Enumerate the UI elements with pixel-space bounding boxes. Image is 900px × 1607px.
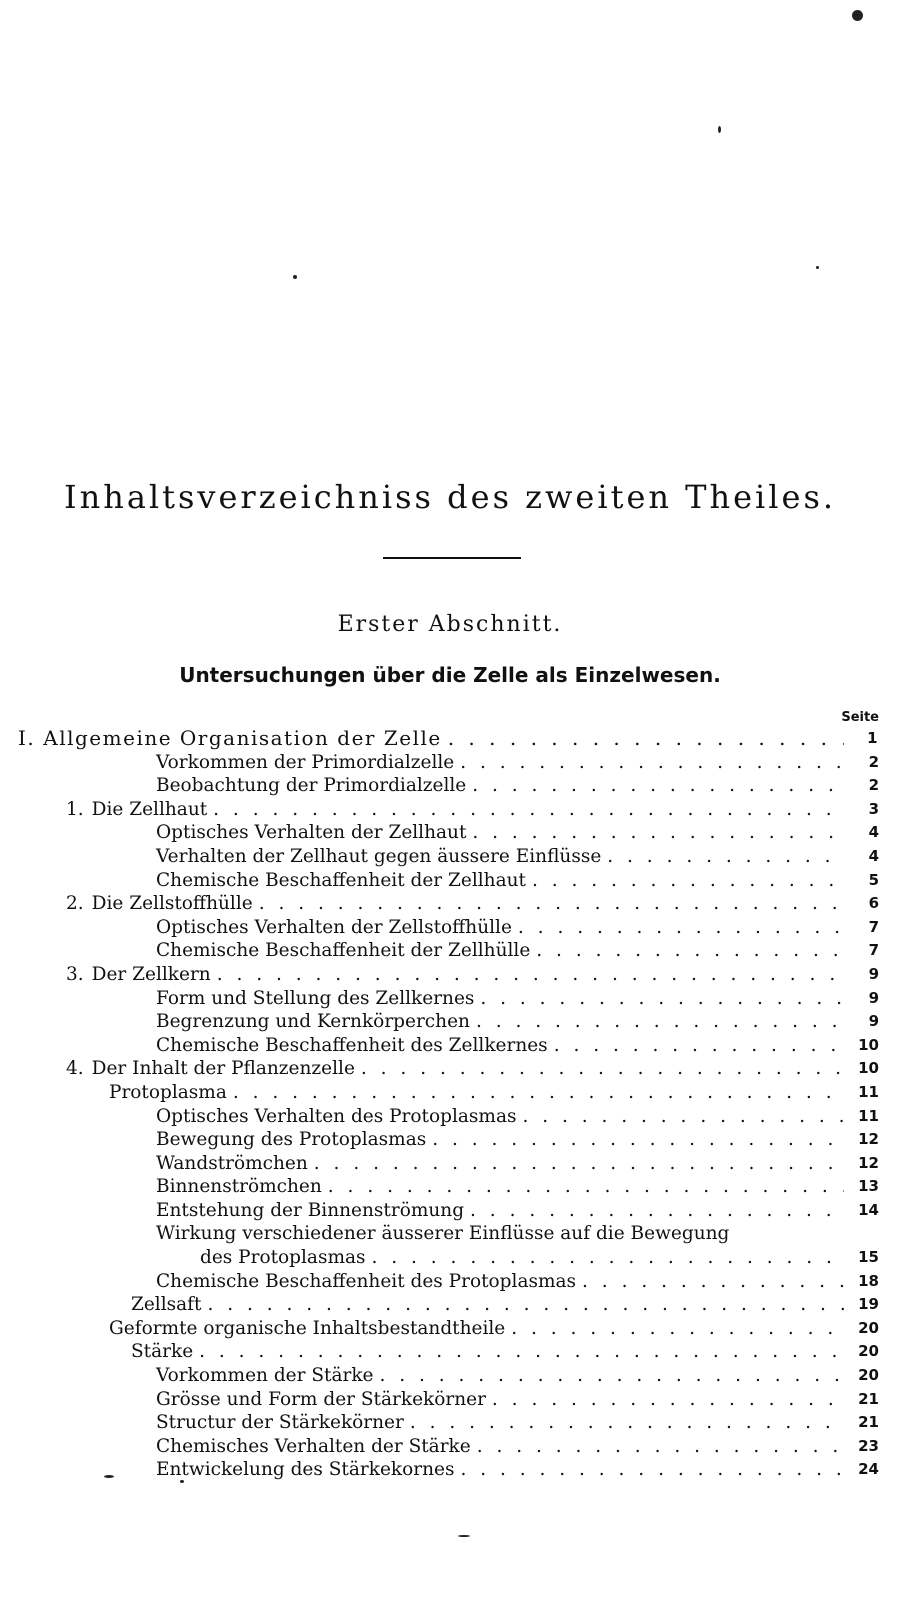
toc-entry-title: Zellsaft [131, 1294, 202, 1316]
scan-speck [293, 275, 297, 279]
toc-entry-lead [0, 1435, 844, 1459]
title-divider [383, 557, 521, 559]
toc-entry-page: 7 [868, 917, 879, 936]
toc-entry-lead [0, 1034, 844, 1058]
toc-entry-title: Chemische Beschaffenheit der Zellhülle [156, 940, 531, 962]
toc-entry-title: Binnenströmchen [156, 1176, 322, 1198]
toc-entry-page: 15 [858, 1248, 879, 1267]
scan-speck [816, 266, 819, 269]
toc-entry-lead [0, 1081, 844, 1105]
toc-entry-page: 2 [868, 752, 879, 771]
toc-entry-lead [0, 845, 844, 869]
toc-entry-title: Form und Stellung des Zellkernes [156, 987, 475, 1009]
toc-entry [0, 1175, 900, 1199]
section-heading: Erster Abschnitt. [337, 612, 563, 637]
toc-entry-page: 11 [858, 1106, 879, 1125]
toc-entry-number: 4. [66, 1058, 84, 1080]
toc-entry [0, 1340, 900, 1364]
toc-entry-lead [0, 939, 844, 963]
table-of-contents [0, 727, 900, 1482]
toc-entry [0, 1458, 900, 1482]
toc-entry-title: Structur der Stärkekörner [156, 1412, 404, 1434]
toc-entry-lead [0, 1270, 844, 1294]
toc-entry-page: 7 [868, 941, 879, 960]
toc-entry [0, 1411, 900, 1435]
toc-entry-page: 21 [858, 1389, 879, 1408]
toc-entry [0, 987, 900, 1011]
toc-entry [0, 1246, 900, 1270]
toc-entry-page: 18 [858, 1271, 879, 1290]
toc-entry-page: 4 [868, 846, 879, 865]
toc-entry-lead [0, 774, 844, 798]
toc-entry-title: Wirkung verschiedener äusserer Einflüsse auf die Bewegung [156, 1223, 730, 1245]
toc-entry-title: Optisches Verhalten des Protoplasmas [156, 1105, 517, 1127]
toc-entry-lead [0, 727, 844, 751]
toc-entry-page: 20 [858, 1342, 879, 1361]
toc-entry [0, 1270, 900, 1294]
toc-entry-number: 3. [66, 963, 84, 985]
toc-entry-title: Allgemeine Organisation der Zelle [43, 727, 442, 750]
scan-speck [458, 1535, 470, 1537]
toc-entry-lead [0, 1293, 844, 1317]
toc-entry-title: Geformte organische Inhaltsbestandtheile [109, 1317, 506, 1339]
toc-entry-title: Beobachtung der Primordialzelle [156, 775, 467, 797]
toc-entry [0, 1105, 900, 1129]
toc-entry [0, 1199, 900, 1223]
toc-entry-title: Der Inhalt der Pflanzenzelle [91, 1058, 355, 1080]
toc-entry-page: 14 [858, 1200, 879, 1219]
toc-entry [0, 1388, 900, 1412]
toc-entry-page: 1 [867, 729, 879, 747]
toc-entry-lead [0, 1458, 844, 1482]
scan-speck [718, 126, 721, 133]
toc-entry [0, 892, 900, 916]
toc-entry-title: Optisches Verhalten der Zellhaut [156, 822, 467, 844]
toc-entry-page: 12 [858, 1153, 879, 1172]
toc-entry-page: 12 [858, 1130, 879, 1149]
toc-entry [0, 1152, 900, 1176]
toc-entry-lead [0, 1246, 844, 1270]
toc-entry-page: 24 [858, 1460, 879, 1479]
toc-entry-title: Der Zellkern [91, 963, 211, 985]
toc-entry-lead [0, 869, 844, 893]
toc-entry-title: Grösse und Form der Stärkekörner [156, 1388, 486, 1410]
toc-entry-page: 5 [868, 870, 879, 889]
toc-entry-lead [0, 821, 844, 845]
toc-entry [0, 916, 900, 940]
toc-entry-lead [0, 1364, 844, 1388]
toc-entry [0, 727, 900, 751]
toc-entry-lead [0, 1388, 844, 1412]
toc-entry-title: Chemische Beschaffenheit der Zellhaut [156, 869, 526, 891]
toc-entry-page: 21 [858, 1413, 879, 1432]
toc-entry-title: Chemische Beschaffenheit des Protoplasmas [156, 1270, 577, 1292]
toc-entry-page: 4 [868, 823, 879, 842]
toc-entry-lead [0, 1340, 844, 1364]
toc-entry [0, 963, 900, 987]
toc-entry-lead [0, 751, 844, 775]
toc-entry-page: 10 [858, 1059, 879, 1078]
toc-entry-title: Verhalten der Zellhaut gegen äussere Einflüsse [156, 845, 602, 867]
toc-entry-page: 3 [868, 799, 879, 818]
toc-entry-lead [0, 892, 844, 916]
toc-entry [0, 1034, 900, 1058]
toc-entry-title: Begrenzung und Kernkörperchen [156, 1011, 470, 1033]
toc-entry-title: Die Zellstoffhülle [91, 893, 253, 915]
toc-entry-number: I. [18, 727, 36, 750]
toc-entry [0, 1293, 900, 1317]
toc-entry-page: 23 [858, 1436, 879, 1455]
toc-entry-title: Bewegung des Protoplasmas [156, 1129, 427, 1151]
toc-entry-title: Chemisches Verhalten der Stärke [156, 1435, 471, 1457]
toc-entry-lead [0, 1411, 844, 1435]
toc-entry-lead [0, 1010, 844, 1034]
toc-entry [0, 845, 900, 869]
toc-entry-page: 13 [858, 1177, 879, 1196]
toc-entry-lead [0, 1105, 844, 1129]
toc-entry [0, 798, 900, 822]
toc-entry-title: Vorkommen der Primordialzelle [156, 751, 455, 773]
toc-entry-title: Chemische Beschaffenheit des Zellkernes [156, 1034, 548, 1056]
toc-entry [0, 1081, 900, 1105]
toc-entry-title: Stärke [131, 1341, 194, 1363]
toc-entry-title: des Protoplasmas [200, 1247, 366, 1269]
toc-entry-title: Protoplasma [109, 1081, 227, 1103]
toc-entry [0, 1364, 900, 1388]
toc-entry-title: Wandströmchen [156, 1152, 308, 1174]
toc-entry-lead [0, 987, 844, 1011]
toc-entry-title: Optisches Verhalten der Zellstoffhülle [156, 916, 512, 938]
toc-entry-page: 20 [858, 1366, 879, 1385]
toc-entry-page: 20 [858, 1318, 879, 1337]
toc-entry [0, 1010, 900, 1034]
toc-entry-title: Vorkommen der Stärke [156, 1365, 374, 1387]
toc-entry-title: Entstehung der Binnenströmung [156, 1199, 465, 1221]
toc-entry [0, 1128, 900, 1152]
toc-entry-page: 9 [868, 988, 879, 1007]
toc-entry-lead [0, 798, 844, 822]
toc-entry-number: 1. [66, 798, 84, 820]
toc-entry [0, 751, 900, 775]
toc-entry-page: 11 [858, 1082, 879, 1101]
toc-entry-lead [0, 1057, 844, 1081]
scan-speck [852, 10, 863, 21]
toc-entry-lead [0, 1317, 844, 1341]
toc-entry-page: 9 [868, 964, 879, 983]
toc-entry-lead [0, 1222, 844, 1246]
toc-entry [0, 821, 900, 845]
section-subtitle: Untersuchungen über die Zelle als Einzelwesen. [179, 663, 721, 687]
toc-entry-page: 19 [858, 1295, 879, 1314]
toc-entry [0, 869, 900, 893]
toc-entry [0, 939, 900, 963]
toc-entry-lead [0, 1128, 844, 1152]
toc-entry-page: 6 [868, 894, 879, 913]
toc-entry [0, 774, 900, 798]
toc-entry-page: 2 [868, 776, 879, 795]
toc-entry-lead [0, 916, 844, 940]
page-title: Inhaltsverzeichniss des zweiten Theiles. [63, 478, 837, 516]
page-column-label: Seite [841, 710, 879, 725]
toc-entry-title: Die Zellhaut [91, 798, 208, 820]
toc-entry [0, 1435, 900, 1459]
toc-entry-lead [0, 963, 844, 987]
toc-entry-lead [0, 1199, 844, 1223]
toc-entry-title: Entwickelung des Stärkekornes [156, 1459, 455, 1481]
toc-entry-page: 9 [868, 1012, 879, 1031]
toc-entry-lead [0, 1152, 844, 1176]
toc-entry [0, 1317, 900, 1341]
toc-entry [0, 1222, 900, 1246]
toc-entry-page: 10 [858, 1035, 879, 1054]
toc-entry-number: 2. [66, 893, 84, 915]
toc-entry-lead [0, 1175, 844, 1199]
toc-entry [0, 1057, 900, 1081]
